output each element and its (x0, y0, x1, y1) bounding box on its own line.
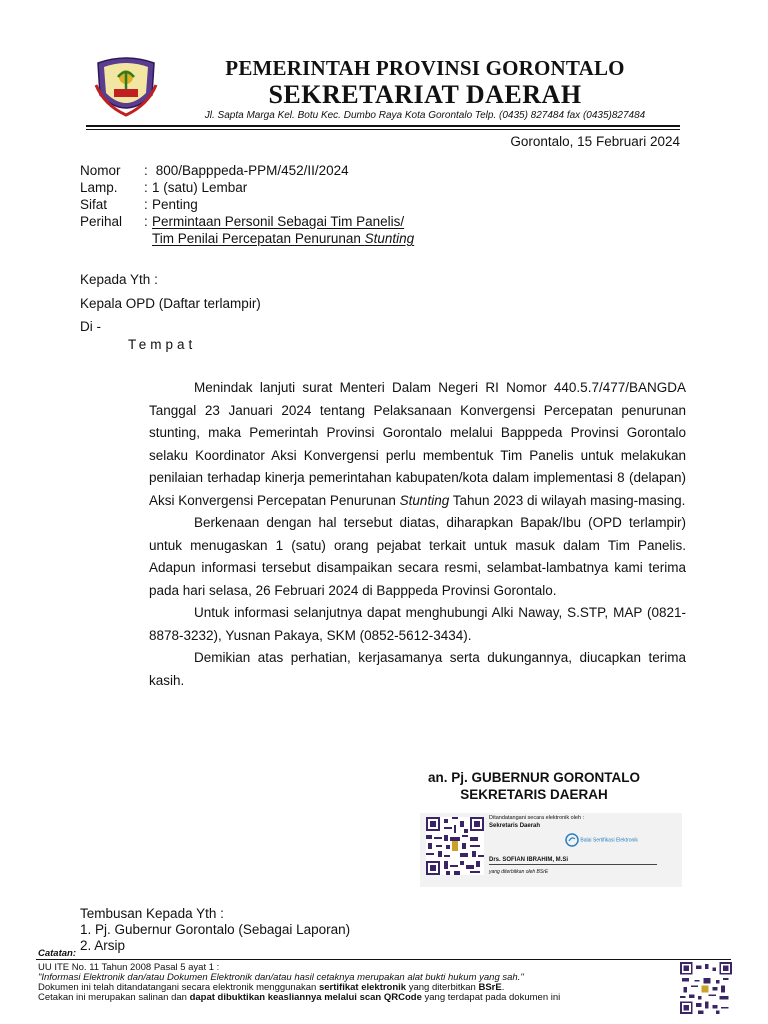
body-paragraph-3: Untuk informasi selanjutnya dapat menghubungi Alki Naway, S.STP, MAP (0821-8878-3232), Yusnan Pakaya, SKM (0852-5612-3434). (149, 605, 686, 643)
date-line: Gorontalo, 15 Februari 2024 (510, 134, 680, 149)
letterhead-line2: SEKRETARIAT DAERAH (268, 80, 582, 109)
perihal-line2: Tim Penilai Percepatan Penurunan Stunting (152, 231, 415, 246)
footer-qr-code[interactable] (680, 962, 732, 1014)
tembusan-item: 2. Arsip (80, 938, 126, 953)
letter-meta (80, 162, 414, 247)
colon: : (144, 197, 148, 212)
colon: : (144, 180, 148, 195)
colon: : (144, 163, 148, 178)
tembusan-block (80, 906, 350, 954)
esign-text1: Ditandatangani secara elektronik oleh : (489, 815, 585, 821)
catatan-label: Catatan: (38, 948, 77, 959)
addressee-block (80, 268, 261, 339)
lamp-label: Lamp. (80, 180, 118, 195)
esign-text3: yang diterbitkan oleh BSrE (489, 869, 549, 875)
signature-line2: SEKRETARIS DAERAH (460, 787, 608, 802)
esign-name: Drs. SOFIAN IBRAHIM, M.Si (489, 857, 569, 863)
nomor-label: Nomor (80, 163, 121, 178)
body-paragraph-2: Berkenaan dengan hal tersebut diatas, diharapkan Bapak/Ibu (OPD terlampir) untuk menugaskan 1 (satu) orang pejabat terkait untuk masuk dalam Tim Panelis. Adapun informasi tersebut disampaikan secara resmi, selambat-lambatnya kami terima pada hari selasa, 26 Februari 2024 di Bapppeda Provinsi Gorontalo. (149, 515, 686, 598)
perihal-line1: Permintaan Personil Sebagai Tim Panelis/ (152, 214, 405, 229)
sifat-value: Penting (152, 197, 198, 212)
perihal-label: Perihal (80, 214, 123, 229)
addressee-line3: Di - (80, 319, 101, 334)
esign-qr-code[interactable] (426, 817, 484, 875)
body-paragraph-1: Menindak lanjuti surat Menteri Dalam Negeri RI Nomor 440.5.7/477/BANGDA Tanggal 23 Januari 2024 tentang Pelaksanaan Konvergensi Percepatan penurunan stunting, maka Pemerintah Provinsi Gorontalo melalui Bapppeda Provinsi Gorontalo selaku Koordinator Aksi Konvergensi perlu membentuk Tim Panelis untuk melakukan penilaian terhadap kinerja pemerintahan kabupaten/kota dalam implementasi 8 (delapan) Aksi Konvergensi Percepatan Penurunan Stunting Tahun 2023 di wilayah masing-masing. (149, 380, 686, 508)
footer-line2: "Informasi Elektronik dan/atau Dokumen Elektronik dan/atau hasil cetaknya merupakan alat bukti hukum yang sah." (38, 972, 524, 983)
footer-line3: Dokumen ini telah ditandatangani secara elektronik menggunakan sertifikat elektronik yang diterbitkan BSrE. (38, 982, 505, 993)
gorontalo-coat-of-arms-logo (92, 55, 160, 119)
nomor-value: 800/Bapppeda-PPM/452/II/2024 (155, 163, 349, 178)
addressee-line1: Kepada Yth : (80, 272, 158, 287)
footer-notes (38, 963, 668, 1003)
footer-line4: Cetakan ini merupakan salinan dan dapat dibuktikan keasliannya melalui scan QRCode yang terdapat pada dokumen ini (38, 992, 561, 1003)
letterhead-rule-thin (86, 129, 680, 130)
bsre-icon (565, 833, 579, 847)
signature-title (400, 769, 668, 803)
footer-line1: UU ITE No. 11 Tahun 2008 Pasal 5 ayat 1 : (38, 962, 220, 973)
body-paragraph-4: Demikian atas perhatian, kerjasamanya serta dukungannya, diucapkan terima kasih. (149, 650, 686, 688)
esign-line (489, 864, 657, 865)
letterhead-line1: PEMERINTAH PROVINSI GORONTALO (225, 56, 625, 80)
sifat-label: Sifat (80, 197, 108, 212)
footer-rule (36, 959, 731, 960)
letter-body (149, 377, 686, 692)
tembusan-title: Tembusan Kepada Yth : (80, 906, 224, 921)
esign-text2: Sekretaris Daerah (489, 823, 541, 829)
letterhead-rule (86, 125, 680, 127)
letterhead-address: Jl. Sapta Marga Kel. Botu Kec. Dumbo Raya Kota Gorontalo Telp. (0435) 827484 fax (0435)827484 (204, 110, 646, 121)
tempat: Tempat (128, 337, 197, 352)
signature-line1: an. Pj. GUBERNUR GORONTALO (427, 770, 640, 785)
lamp-value: 1 (satu) Lembar (152, 180, 248, 195)
colon: : (144, 214, 148, 229)
bsre-logo: Balai Sertifikasi Elektronik (565, 833, 638, 847)
tembusan-item: 1. Pj. Gubernur Gorontalo (Sebagai Laporan) (80, 922, 351, 937)
addressee-line2: Kepala OPD (Daftar terlampir) (80, 295, 261, 311)
